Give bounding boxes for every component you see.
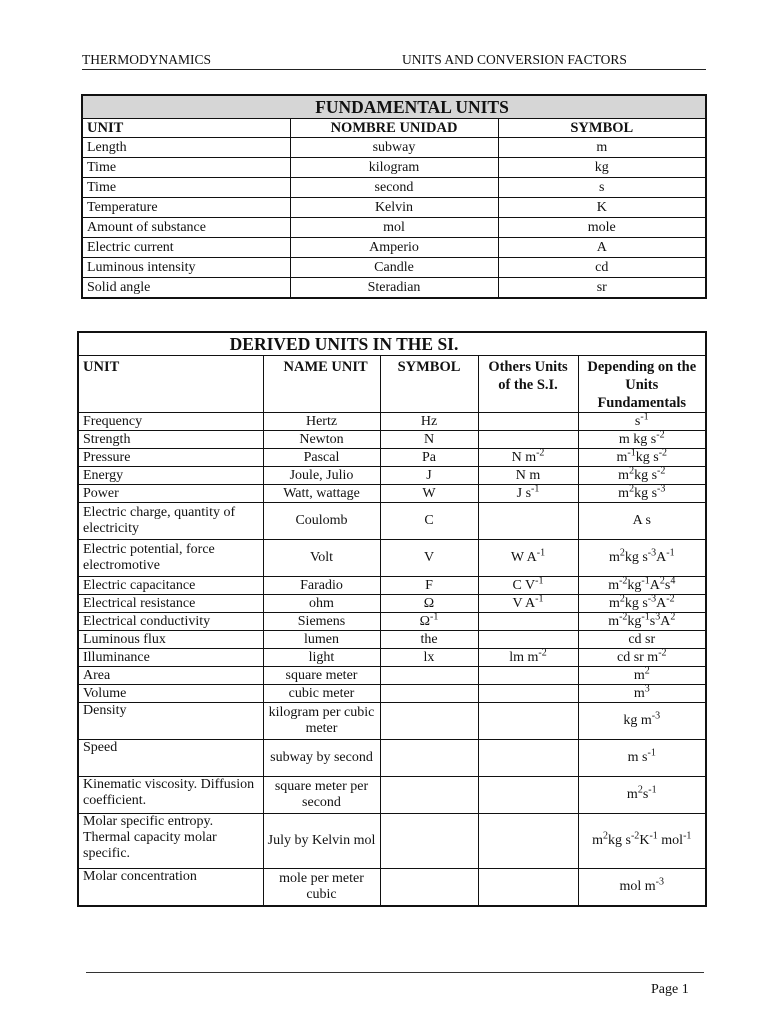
name-cell: kilogram (290, 158, 498, 178)
symbol-cell: F (380, 577, 478, 595)
fundamental-dependence-cell: $m^3$ (578, 685, 706, 703)
unit-cell: Area (78, 667, 263, 685)
symbol-cell (380, 740, 478, 777)
table-row (78, 631, 706, 649)
unit-cell: Luminous flux (78, 631, 263, 649)
unit-cell: Length (82, 138, 290, 158)
name-cell: Faradio (263, 577, 380, 595)
table-row (78, 814, 706, 869)
fundamental-dependence-cell: kg $m^{-3}$ (578, 703, 706, 740)
symbol-cell: J (380, 467, 478, 485)
column-header-unit: UNIT (82, 119, 290, 138)
fundamental-dependence-cell: cd sr (578, 631, 706, 649)
fundamental-dependence-cell: mol $m^{-3}$ (578, 869, 706, 907)
table-row (78, 485, 706, 503)
column-header-unit: UNIT (78, 356, 263, 413)
table-row (78, 431, 706, 449)
unit-cell: Time (82, 178, 290, 198)
unit-cell: Time (82, 158, 290, 178)
name-cell: cubic meter (263, 685, 380, 703)
table-row (78, 540, 706, 577)
name-cell: square meter per second (263, 777, 380, 814)
table-row (78, 449, 706, 467)
unit-cell: Luminous intensity (82, 258, 290, 278)
header-rule (82, 69, 706, 70)
table-row (78, 740, 706, 777)
unit-cell: Power (78, 485, 263, 503)
name-cell: Kelvin (290, 198, 498, 218)
footer-rule (86, 972, 704, 973)
fundamental-dependence-cell: $m^2kg$ $s^{-3}$ (578, 485, 706, 503)
fundamental-dependence-cell: $m^{-2}kg^{-1}s^3A^2$ (578, 613, 706, 631)
name-cell: mole per meter cubic (263, 869, 380, 907)
table-row (82, 138, 706, 158)
symbol-cell (380, 685, 478, 703)
column-header-symbol: SYMBOL (498, 119, 706, 138)
other-units-cell: C $V^{-1}$ (478, 577, 578, 595)
name-cell: subway (290, 138, 498, 158)
table-row (82, 218, 706, 238)
table-row (82, 238, 706, 258)
other-units-cell (478, 869, 578, 907)
table-row (78, 467, 706, 485)
table-row (82, 258, 706, 278)
other-units-cell (478, 667, 578, 685)
table-row (78, 595, 706, 613)
name-cell: Pascal (263, 449, 380, 467)
symbol-cell: cd (498, 258, 706, 278)
unit-cell: Electrical conductivity (78, 613, 263, 631)
table-row (82, 158, 706, 178)
table-row (82, 198, 706, 218)
other-units-cell (478, 703, 578, 740)
name-cell: Amperio (290, 238, 498, 258)
fundamental-units-title: FUNDAMENTAL UNITS (82, 95, 706, 119)
unit-cell: Electrical resistance (78, 595, 263, 613)
unit-cell: Electric current (82, 238, 290, 258)
name-cell: Coulomb (263, 503, 380, 540)
name-cell: July by Kelvin mol (263, 814, 380, 869)
name-cell: Watt, wattage (263, 485, 380, 503)
symbol-cell: Hz (380, 413, 478, 431)
unit-cell: Temperature (82, 198, 290, 218)
name-cell: Joule, Julio (263, 467, 380, 485)
table-row (82, 278, 706, 299)
name-cell: Newton (263, 431, 380, 449)
symbol-cell: the (380, 631, 478, 649)
symbol-cell: lx (380, 649, 478, 667)
other-units-cell: J $s^{-1}$ (478, 485, 578, 503)
fundamental-dependence-cell: $m^{-1}kg$ $s^{-2}$ (578, 449, 706, 467)
unit-cell: Solid angle (82, 278, 290, 299)
other-units-cell (478, 814, 578, 869)
name-cell: Volt (263, 540, 380, 577)
symbol-cell: mole (498, 218, 706, 238)
other-units-cell: W $A^{-1}$ (478, 540, 578, 577)
symbol-cell: V (380, 540, 478, 577)
derived-units-title: DERIVED UNITS IN THE SI. (78, 332, 706, 356)
other-units-cell (478, 613, 578, 631)
column-header-symbol: SYMBOL (380, 356, 478, 413)
name-cell: Candle (290, 258, 498, 278)
name-cell: subway by second (263, 740, 380, 777)
other-units-cell (478, 503, 578, 540)
table-row (78, 503, 706, 540)
table-row (78, 777, 706, 814)
unit-cell: Kinematic viscosity. Diffusion coefficient. (78, 777, 263, 814)
fundamental-dependence-cell: $m^{-2}kg^{-1}A^2s^4$ (578, 577, 706, 595)
fundamental-dependence-cell: $m^2s^{-1}$ (578, 777, 706, 814)
fundamental-dependence-cell: $m^2kg$ $s^{-2}K^{-1}$ mol$^{-1}$ (578, 814, 706, 869)
column-header-name-unit: NAME UNIT (263, 356, 380, 413)
symbol-cell: kg (498, 158, 706, 178)
other-units-cell: lm $m^{-2}$ (478, 649, 578, 667)
unit-cell: Molar specific entropy. Thermal capacity molar specific. (78, 814, 263, 869)
table-row (78, 667, 706, 685)
table-row (78, 577, 706, 595)
symbol-cell (380, 814, 478, 869)
table-row (78, 869, 706, 907)
unit-cell: Density (78, 703, 263, 740)
fundamental-dependence-cell: m kg $s^{-2}$ (578, 431, 706, 449)
name-cell: kilogram per cubic meter (263, 703, 380, 740)
unit-cell: Electric charge, quantity of electricity (78, 503, 263, 540)
name-cell: Siemens (263, 613, 380, 631)
derived-units-table (77, 331, 707, 907)
table-row (78, 649, 706, 667)
fundamental-dependence-cell: $s^{-1}$ (578, 413, 706, 431)
other-units-cell (478, 777, 578, 814)
other-units-cell: V $A^{-1}$ (478, 595, 578, 613)
table-row (82, 178, 706, 198)
column-header-other-units: Others Units of the S.I. (478, 356, 578, 413)
unit-cell: Strength (78, 431, 263, 449)
fundamental-dependence-cell: $m^2$ (578, 667, 706, 685)
name-cell: lumen (263, 631, 380, 649)
header-left: THERMODYNAMICS (82, 52, 212, 67)
fundamental-dependence-cell: A s (578, 503, 706, 540)
other-units-cell (478, 413, 578, 431)
fundamental-units-table (81, 94, 707, 299)
name-cell: mol (290, 218, 498, 238)
unit-cell: Electric capacitance (78, 577, 263, 595)
unit-cell: Speed (78, 740, 263, 777)
page-number: Page 1 (651, 982, 689, 997)
fundamental-dependence-cell: cd sr $m^{-2}$ (578, 649, 706, 667)
header-right: UNITS AND CONVERSION FACTORS (402, 52, 627, 67)
name-cell: second (290, 178, 498, 198)
symbol-cell: W (380, 485, 478, 503)
symbol-cell: $\Omega^{-1}$ (380, 613, 478, 631)
fundamental-dependence-cell: $m^2kg$ $s^{-2}$ (578, 467, 706, 485)
name-cell: ohm (263, 595, 380, 613)
unit-cell: Amount of substance (82, 218, 290, 238)
symbol-cell: s (498, 178, 706, 198)
name-cell: square meter (263, 667, 380, 685)
unit-cell: Illuminance (78, 649, 263, 667)
fundamental-dependence-cell: $m^2kg$ $s^{-3}A^{-1}$ (578, 540, 706, 577)
column-header-fundamental-dependence: Depending on the Units Fundamentals (578, 356, 706, 413)
unit-cell: Volume (78, 685, 263, 703)
table-row (78, 613, 706, 631)
table-row (78, 685, 706, 703)
name-cell: light (263, 649, 380, 667)
other-units-cell (478, 740, 578, 777)
symbol-cell (380, 869, 478, 907)
table-row (78, 703, 706, 740)
unit-cell: Energy (78, 467, 263, 485)
symbol-cell: N (380, 431, 478, 449)
column-header-nombre-unidad: NOMBRE UNIDAD (290, 119, 498, 138)
other-units-cell (478, 431, 578, 449)
symbol-cell: A (498, 238, 706, 258)
unit-cell: Frequency (78, 413, 263, 431)
symbol-cell: m (498, 138, 706, 158)
table-row (78, 413, 706, 431)
other-units-cell (478, 631, 578, 649)
unit-cell: Electric potential, force electromotive (78, 540, 263, 577)
other-units-cell: N $m^{-2}$ (478, 449, 578, 467)
symbol-cell (380, 777, 478, 814)
symbol-cell: sr (498, 278, 706, 299)
symbol-cell: Ω (380, 595, 478, 613)
fundamental-dependence-cell: m $s^{-1}$ (578, 740, 706, 777)
symbol-cell: C (380, 503, 478, 540)
unit-cell: Pressure (78, 449, 263, 467)
unit-cell: Molar concentration (78, 869, 263, 907)
symbol-cell (380, 703, 478, 740)
name-cell: Steradian (290, 278, 498, 299)
fundamental-dependence-cell: $m^2kg$ $s^{-3}A^{-2}$ (578, 595, 706, 613)
symbol-cell: Pa (380, 449, 478, 467)
other-units-cell (478, 685, 578, 703)
symbol-cell: K (498, 198, 706, 218)
name-cell: Hertz (263, 413, 380, 431)
other-units-cell: N m (478, 467, 578, 485)
symbol-cell (380, 667, 478, 685)
